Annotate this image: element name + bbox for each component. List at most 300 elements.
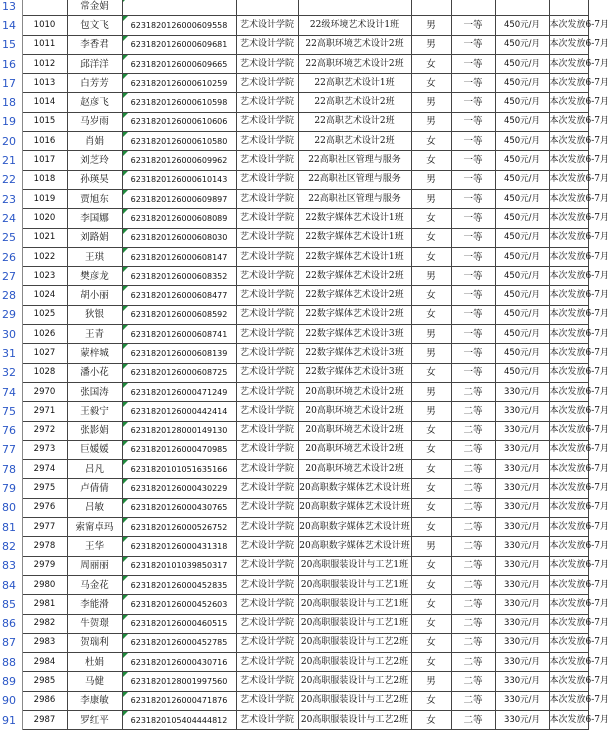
table-row[interactable] xyxy=(0,460,588,479)
bank-card-cell[interactable] xyxy=(122,0,236,16)
remark-cell[interactable]: 本次发放6-7月 xyxy=(549,209,588,228)
name-cell[interactable]: 马岁雨 xyxy=(67,112,122,131)
remark-cell[interactable]: 本次发放6-7月 xyxy=(549,54,588,73)
serial-number-cell[interactable]: 1022 xyxy=(22,247,67,266)
gender-cell[interactable]: 女 xyxy=(411,595,451,614)
bank-card-cell[interactable]: 6231820126000610143 xyxy=(122,170,236,189)
row-header[interactable]: 89 xyxy=(0,672,22,691)
gender-cell[interactable]: 女 xyxy=(411,556,451,575)
name-cell[interactable]: 索甯卓玛 xyxy=(67,518,122,537)
grade-level-cell[interactable]: 一等 xyxy=(451,54,495,73)
table-row[interactable] xyxy=(0,672,588,691)
remark-cell[interactable]: 本次发放6-7月 xyxy=(549,614,588,633)
row-header[interactable]: 32 xyxy=(0,363,22,382)
remark-cell[interactable]: 本次发放6-7月 xyxy=(549,691,588,710)
name-cell[interactable]: 潘小花 xyxy=(67,363,122,382)
serial-number-cell[interactable]: 1027 xyxy=(22,344,67,363)
serial-number-cell[interactable]: 2985 xyxy=(22,672,67,691)
table-row[interactable] xyxy=(0,305,588,324)
gender-cell[interactable]: 男 xyxy=(411,112,451,131)
gender-cell[interactable]: 女 xyxy=(411,151,451,170)
remark-cell[interactable]: 本次发放6-7月 xyxy=(549,325,588,344)
class-cell[interactable]: 22数字媒体艺术设计1班 xyxy=(298,209,411,228)
class-cell[interactable]: 20高职服装设计与工艺1班 xyxy=(298,575,411,594)
school-cell[interactable]: 艺术设计学院 xyxy=(236,170,298,189)
table-row[interactable] xyxy=(0,653,588,672)
name-cell[interactable]: 蒙梓城 xyxy=(67,344,122,363)
serial-number-cell[interactable]: 1018 xyxy=(22,170,67,189)
name-cell[interactable]: 周丽丽 xyxy=(67,556,122,575)
row-header[interactable]: 14 xyxy=(0,16,22,35)
bank-card-cell[interactable]: 6231820126000608741 xyxy=(122,325,236,344)
gender-cell[interactable]: 男 xyxy=(411,537,451,556)
gender-cell[interactable]: 男 xyxy=(411,170,451,189)
remark-cell[interactable]: 本次发放6-7月 xyxy=(549,575,588,594)
grade-level-cell[interactable]: 一等 xyxy=(451,209,495,228)
row-header[interactable]: 20 xyxy=(0,132,22,151)
grade-level-cell[interactable]: 二等 xyxy=(451,595,495,614)
class-cell[interactable]: 22高职环境艺术设计2班 xyxy=(298,54,411,73)
grade-level-cell[interactable]: 二等 xyxy=(451,672,495,691)
name-cell[interactable]: 牛贺璟 xyxy=(67,614,122,633)
class-cell[interactable]: 22数字媒体艺术设计2班 xyxy=(298,305,411,324)
name-cell[interactable]: 张影娟 xyxy=(67,421,122,440)
name-cell[interactable]: 吕敏 xyxy=(67,498,122,517)
amount-cell[interactable]: 450元/月 xyxy=(495,286,549,305)
grade-level-cell[interactable]: 二等 xyxy=(451,575,495,594)
gender-cell[interactable]: 女 xyxy=(411,653,451,672)
amount-cell[interactable]: 450元/月 xyxy=(495,93,549,112)
bank-card-cell[interactable]: 6231820126000470985 xyxy=(122,440,236,459)
amount-cell[interactable]: 450元/月 xyxy=(495,267,549,286)
remark-cell[interactable]: 本次发放6-7月 xyxy=(549,112,588,131)
name-cell[interactable]: 樊彦龙 xyxy=(67,267,122,286)
amount-cell[interactable]: 450元/月 xyxy=(495,363,549,382)
serial-number-cell[interactable]: 2979 xyxy=(22,556,67,575)
class-cell[interactable]: 20高职环境艺术设计2班 xyxy=(298,402,411,421)
gender-cell[interactable]: 女 xyxy=(411,305,451,324)
class-cell[interactable]: 22数字媒体艺术设计2班 xyxy=(298,286,411,305)
grade-level-cell[interactable]: 一等 xyxy=(451,286,495,305)
grade-level-cell[interactable]: 二等 xyxy=(451,556,495,575)
bank-card-cell[interactable]: 6231820101039850317 xyxy=(122,556,236,575)
row-header[interactable]: 81 xyxy=(0,518,22,537)
school-cell[interactable]: 艺术设计学院 xyxy=(236,325,298,344)
serial-number-cell[interactable]: 2978 xyxy=(22,537,67,556)
grade-level-cell[interactable] xyxy=(451,0,495,16)
school-cell[interactable]: 艺术设计学院 xyxy=(236,363,298,382)
table-row[interactable] xyxy=(0,402,588,421)
table-row[interactable] xyxy=(0,421,588,440)
class-cell[interactable]: 22数字媒体艺术设计3班 xyxy=(298,325,411,344)
amount-cell[interactable]: 330元/月 xyxy=(495,498,549,517)
amount-cell[interactable]: 330元/月 xyxy=(495,633,549,652)
class-cell[interactable]: 22数字媒体艺术设计2班 xyxy=(298,267,411,286)
class-cell[interactable]: 20高职环境艺术设计2班 xyxy=(298,421,411,440)
school-cell[interactable]: 艺术设计学院 xyxy=(236,460,298,479)
grade-level-cell[interactable]: 二等 xyxy=(451,710,495,729)
row-header[interactable]: 75 xyxy=(0,402,22,421)
row-header[interactable]: 79 xyxy=(0,479,22,498)
serial-number-cell[interactable]: 1023 xyxy=(22,267,67,286)
name-cell[interactable]: 常金娟 xyxy=(67,0,122,16)
class-cell[interactable]: 20高职数字媒体艺术设计班 xyxy=(298,518,411,537)
class-cell[interactable]: 22数字媒体艺术设计3班 xyxy=(298,344,411,363)
class-cell[interactable]: 20高职服装设计与工艺2班 xyxy=(298,672,411,691)
class-cell[interactable]: 20高职服装设计与工艺1班 xyxy=(298,556,411,575)
serial-number-cell[interactable]: 2977 xyxy=(22,518,67,537)
remark-cell[interactable]: 本次发放6-7月 xyxy=(549,498,588,517)
amount-cell[interactable]: 330元/月 xyxy=(495,672,549,691)
name-cell[interactable]: 邱洋洋 xyxy=(67,54,122,73)
school-cell[interactable] xyxy=(236,0,298,16)
bank-card-cell[interactable]: 6231820126000442414 xyxy=(122,402,236,421)
grade-level-cell[interactable]: 二等 xyxy=(451,653,495,672)
table-row[interactable] xyxy=(0,35,588,54)
gender-cell[interactable]: 女 xyxy=(411,440,451,459)
remark-cell[interactable]: 本次发放6-7月 xyxy=(549,16,588,35)
amount-cell[interactable]: 450元/月 xyxy=(495,54,549,73)
name-cell[interactable]: 杜娟 xyxy=(67,653,122,672)
serial-number-cell[interactable]: 2986 xyxy=(22,691,67,710)
grade-level-cell[interactable]: 一等 xyxy=(451,112,495,131)
amount-cell[interactable]: 450元/月 xyxy=(495,189,549,208)
school-cell[interactable]: 艺术设计学院 xyxy=(236,35,298,54)
school-cell[interactable]: 艺术设计学院 xyxy=(236,189,298,208)
name-cell[interactable]: 白芳芳 xyxy=(67,74,122,93)
serial-number-cell[interactable] xyxy=(22,0,67,16)
serial-number-cell[interactable]: 1021 xyxy=(22,228,67,247)
school-cell[interactable]: 艺术设计学院 xyxy=(236,228,298,247)
school-cell[interactable]: 艺术设计学院 xyxy=(236,537,298,556)
bank-card-cell[interactable]: 6231820126000608592 xyxy=(122,305,236,324)
gender-cell[interactable]: 男 xyxy=(411,672,451,691)
school-cell[interactable]: 艺术设计学院 xyxy=(236,479,298,498)
table-row[interactable] xyxy=(0,74,588,93)
bank-card-cell[interactable]: 6231820126000452835 xyxy=(122,575,236,594)
grade-level-cell[interactable]: 一等 xyxy=(451,228,495,247)
amount-cell[interactable]: 450元/月 xyxy=(495,228,549,247)
amount-cell[interactable]: 450元/月 xyxy=(495,305,549,324)
amount-cell[interactable]: 330元/月 xyxy=(495,575,549,594)
grade-level-cell[interactable]: 一等 xyxy=(451,247,495,266)
remark-cell[interactable]: 本次发放6-7月 xyxy=(549,440,588,459)
serial-number-cell[interactable]: 2983 xyxy=(22,633,67,652)
amount-cell[interactable]: 330元/月 xyxy=(495,556,549,575)
amount-cell[interactable]: 450元/月 xyxy=(495,112,549,131)
name-cell[interactable]: 孙瑛昊 xyxy=(67,170,122,189)
row-header[interactable]: 24 xyxy=(0,209,22,228)
table-row[interactable] xyxy=(0,228,588,247)
row-header[interactable]: 87 xyxy=(0,633,22,652)
name-cell[interactable]: 刘路娟 xyxy=(67,228,122,247)
amount-cell[interactable]: 330元/月 xyxy=(495,653,549,672)
school-cell[interactable]: 艺术设计学院 xyxy=(236,653,298,672)
amount-cell[interactable]: 330元/月 xyxy=(495,479,549,498)
bank-card-cell[interactable]: 6231820126000610598 xyxy=(122,93,236,112)
table-row[interactable] xyxy=(0,363,588,382)
school-cell[interactable]: 艺术设计学院 xyxy=(236,93,298,112)
serial-number-cell[interactable]: 1010 xyxy=(22,16,67,35)
amount-cell[interactable]: 450元/月 xyxy=(495,132,549,151)
bank-card-cell[interactable]: 6231820126000608147 xyxy=(122,247,236,266)
name-cell[interactable]: 马健 xyxy=(67,672,122,691)
serial-number-cell[interactable]: 1025 xyxy=(22,305,67,324)
bank-card-cell[interactable]: 6231820126000608725 xyxy=(122,363,236,382)
gender-cell[interactable]: 男 xyxy=(411,325,451,344)
grade-level-cell[interactable]: 一等 xyxy=(451,16,495,35)
bank-card-cell[interactable]: 6231820126000609558 xyxy=(122,16,236,35)
table-row[interactable] xyxy=(0,691,588,710)
name-cell[interactable]: 巨媛媛 xyxy=(67,440,122,459)
class-cell[interactable]: 22高职艺术设计2班 xyxy=(298,132,411,151)
row-header[interactable]: 25 xyxy=(0,228,22,247)
table-row[interactable] xyxy=(0,286,588,305)
amount-cell[interactable]: 330元/月 xyxy=(495,614,549,633)
row-header[interactable]: 74 xyxy=(0,382,22,401)
gender-cell[interactable]: 女 xyxy=(411,132,451,151)
amount-cell[interactable]: 450元/月 xyxy=(495,170,549,189)
grade-level-cell[interactable]: 二等 xyxy=(451,537,495,556)
row-header[interactable]: 78 xyxy=(0,460,22,479)
amount-cell[interactable]: 330元/月 xyxy=(495,382,549,401)
class-cell[interactable] xyxy=(298,0,411,16)
amount-cell[interactable]: 450元/月 xyxy=(495,209,549,228)
table-row[interactable] xyxy=(0,132,588,151)
gender-cell[interactable]: 女 xyxy=(411,460,451,479)
gender-cell[interactable]: 女 xyxy=(411,633,451,652)
amount-cell[interactable]: 330元/月 xyxy=(495,421,549,440)
gender-cell[interactable]: 女 xyxy=(411,54,451,73)
gender-cell[interactable]: 女 xyxy=(411,518,451,537)
grade-level-cell[interactable]: 一等 xyxy=(451,35,495,54)
grade-level-cell[interactable]: 一等 xyxy=(451,344,495,363)
school-cell[interactable]: 艺术设计学院 xyxy=(236,16,298,35)
class-cell[interactable]: 22高职社区管理与服务 xyxy=(298,189,411,208)
serial-number-cell[interactable]: 2981 xyxy=(22,595,67,614)
table-row[interactable] xyxy=(0,633,588,652)
remark-cell[interactable]: 本次发放6-7月 xyxy=(549,363,588,382)
gender-cell[interactable]: 女 xyxy=(411,247,451,266)
table-row[interactable] xyxy=(0,614,588,633)
name-cell[interactable]: 王琪 xyxy=(67,247,122,266)
class-cell[interactable]: 22数字媒体艺术设计1班 xyxy=(298,247,411,266)
grade-level-cell[interactable]: 二等 xyxy=(451,498,495,517)
serial-number-cell[interactable]: 1028 xyxy=(22,363,67,382)
school-cell[interactable]: 艺术设计学院 xyxy=(236,614,298,633)
row-header[interactable]: 86 xyxy=(0,614,22,633)
class-cell[interactable]: 20高职数字媒体艺术设计班 xyxy=(298,479,411,498)
grade-level-cell[interactable]: 二等 xyxy=(451,402,495,421)
bank-card-cell[interactable]: 6231820126000430765 xyxy=(122,498,236,517)
bank-card-cell[interactable]: 6231820101051635166 xyxy=(122,460,236,479)
row-header[interactable]: 23 xyxy=(0,189,22,208)
bank-card-cell[interactable]: 6231820126000526752 xyxy=(122,518,236,537)
name-cell[interactable]: 狄银 xyxy=(67,305,122,324)
bank-card-cell[interactable]: 6231820126000608352 xyxy=(122,267,236,286)
gender-cell[interactable]: 男 xyxy=(411,402,451,421)
class-cell[interactable]: 20高职服装设计与工艺1班 xyxy=(298,595,411,614)
gender-cell[interactable]: 男 xyxy=(411,189,451,208)
table-row[interactable] xyxy=(0,344,588,363)
grade-level-cell[interactable]: 一等 xyxy=(451,363,495,382)
amount-cell[interactable]: 330元/月 xyxy=(495,595,549,614)
name-cell[interactable]: 马金花 xyxy=(67,575,122,594)
row-header[interactable]: 13 xyxy=(0,0,22,16)
row-header[interactable]: 17 xyxy=(0,74,22,93)
school-cell[interactable]: 艺术设计学院 xyxy=(236,498,298,517)
amount-cell[interactable]: 450元/月 xyxy=(495,325,549,344)
class-cell[interactable]: 22数字媒体艺术设计3班 xyxy=(298,363,411,382)
class-cell[interactable]: 20高职服装设计与工艺2班 xyxy=(298,691,411,710)
amount-cell[interactable]: 450元/月 xyxy=(495,74,549,93)
row-header[interactable]: 30 xyxy=(0,325,22,344)
table-row[interactable] xyxy=(0,595,588,614)
school-cell[interactable]: 艺术设计学院 xyxy=(236,54,298,73)
table-row[interactable] xyxy=(0,498,588,517)
grade-level-cell[interactable]: 一等 xyxy=(451,305,495,324)
gender-cell[interactable]: 女 xyxy=(411,286,451,305)
bank-card-cell[interactable]: 6231820126000609665 xyxy=(122,54,236,73)
row-header[interactable]: 82 xyxy=(0,537,22,556)
remark-cell[interactable]: 本次发放6-7月 xyxy=(549,267,588,286)
class-cell[interactable]: 20高职数字媒体艺术设计班 xyxy=(298,498,411,517)
table-row[interactable] xyxy=(0,267,588,286)
serial-number-cell[interactable]: 1012 xyxy=(22,54,67,73)
serial-number-cell[interactable]: 1017 xyxy=(22,151,67,170)
gender-cell[interactable]: 男 xyxy=(411,35,451,54)
name-cell[interactable]: 王毅宁 xyxy=(67,402,122,421)
gender-cell[interactable]: 男 xyxy=(411,267,451,286)
serial-number-cell[interactable]: 1019 xyxy=(22,189,67,208)
bank-card-cell[interactable]: 6231820126000471876 xyxy=(122,691,236,710)
row-header[interactable]: 21 xyxy=(0,151,22,170)
row-header[interactable]: 27 xyxy=(0,267,22,286)
serial-number-cell[interactable]: 2976 xyxy=(22,498,67,517)
gender-cell[interactable]: 女 xyxy=(411,498,451,517)
name-cell[interactable]: 胡小丽 xyxy=(67,286,122,305)
gender-cell[interactable]: 男 xyxy=(411,93,451,112)
amount-cell[interactable]: 330元/月 xyxy=(495,710,549,729)
row-header[interactable]: 83 xyxy=(0,556,22,575)
remark-cell[interactable]: 本次发放6-7月 xyxy=(549,132,588,151)
class-cell[interactable]: 22级环境艺术设计1班 xyxy=(298,16,411,35)
grade-level-cell[interactable]: 二等 xyxy=(451,691,495,710)
remark-cell[interactable]: 本次发放6-7月 xyxy=(549,672,588,691)
class-cell[interactable]: 22高职艺术设计2班 xyxy=(298,93,411,112)
amount-cell[interactable] xyxy=(495,0,549,16)
bank-card-cell[interactable]: 6231820126000610606 xyxy=(122,112,236,131)
remark-cell[interactable]: 本次发放6-7月 xyxy=(549,421,588,440)
amount-cell[interactable]: 450元/月 xyxy=(495,35,549,54)
bank-card-cell[interactable]: 6231820126000452785 xyxy=(122,633,236,652)
school-cell[interactable]: 艺术设计学院 xyxy=(236,595,298,614)
table-row[interactable] xyxy=(0,93,588,112)
school-cell[interactable]: 艺术设计学院 xyxy=(236,209,298,228)
bank-card-cell[interactable]: 6231820128000149130 xyxy=(122,421,236,440)
row-header[interactable]: 16 xyxy=(0,54,22,73)
row-header[interactable]: 91 xyxy=(0,710,22,729)
remark-cell[interactable]: 本次发放6-7月 xyxy=(549,228,588,247)
name-cell[interactable]: 吕凡 xyxy=(67,460,122,479)
row-header[interactable]: 19 xyxy=(0,112,22,131)
grade-level-cell[interactable]: 二等 xyxy=(451,382,495,401)
class-cell[interactable]: 20高职服装设计与工艺2班 xyxy=(298,710,411,729)
row-header[interactable]: 84 xyxy=(0,575,22,594)
row-header[interactable]: 29 xyxy=(0,305,22,324)
remark-cell[interactable]: 本次发放6-7月 xyxy=(549,35,588,54)
serial-number-cell[interactable]: 2970 xyxy=(22,382,67,401)
grade-level-cell[interactable]: 二等 xyxy=(451,518,495,537)
serial-number-cell[interactable]: 2980 xyxy=(22,575,67,594)
gender-cell[interactable]: 女 xyxy=(411,74,451,93)
grade-level-cell[interactable]: 一等 xyxy=(451,151,495,170)
gender-cell[interactable]: 女 xyxy=(411,209,451,228)
serial-number-cell[interactable]: 1016 xyxy=(22,132,67,151)
grade-level-cell[interactable]: 一等 xyxy=(451,189,495,208)
remark-cell[interactable]: 本次发放6-7月 xyxy=(549,556,588,575)
name-cell[interactable]: 李能滑 xyxy=(67,595,122,614)
class-cell[interactable]: 20高职服装设计与工艺2班 xyxy=(298,633,411,652)
grade-level-cell[interactable]: 二等 xyxy=(451,614,495,633)
gender-cell[interactable]: 女 xyxy=(411,479,451,498)
remark-cell[interactable]: 本次发放6-7月 xyxy=(549,189,588,208)
gender-cell[interactable]: 男 xyxy=(411,344,451,363)
serial-number-cell[interactable]: 2973 xyxy=(22,440,67,459)
class-cell[interactable]: 20高职服装设计与工艺1班 xyxy=(298,614,411,633)
serial-number-cell[interactable]: 1026 xyxy=(22,325,67,344)
bank-card-cell[interactable]: 6231820126000609681 xyxy=(122,35,236,54)
school-cell[interactable]: 艺术设计学院 xyxy=(236,247,298,266)
amount-cell[interactable]: 330元/月 xyxy=(495,402,549,421)
name-cell[interactable]: 罗红平 xyxy=(67,710,122,729)
gender-cell[interactable]: 女 xyxy=(411,691,451,710)
class-cell[interactable]: 22数字媒体艺术设计1班 xyxy=(298,228,411,247)
remark-cell[interactable] xyxy=(549,0,588,16)
name-cell[interactable]: 李康敏 xyxy=(67,691,122,710)
bank-card-cell[interactable]: 6231820126000609962 xyxy=(122,151,236,170)
serial-number-cell[interactable]: 2975 xyxy=(22,479,67,498)
row-header[interactable]: 77 xyxy=(0,440,22,459)
class-cell[interactable]: 22高职艺术设计1班 xyxy=(298,74,411,93)
table-row[interactable] xyxy=(0,247,588,266)
amount-cell[interactable]: 450元/月 xyxy=(495,16,549,35)
table-row[interactable] xyxy=(0,382,588,401)
remark-cell[interactable]: 本次发放6-7月 xyxy=(549,518,588,537)
gender-cell[interactable]: 女 xyxy=(411,710,451,729)
class-cell[interactable]: 22高职社区管理与服务 xyxy=(298,151,411,170)
gender-cell[interactable]: 女 xyxy=(411,421,451,440)
table-row[interactable] xyxy=(0,16,588,35)
bank-card-cell[interactable]: 6231820126000610580 xyxy=(122,132,236,151)
amount-cell[interactable]: 450元/月 xyxy=(495,151,549,170)
school-cell[interactable]: 艺术设计学院 xyxy=(236,556,298,575)
grade-level-cell[interactable]: 一等 xyxy=(451,325,495,344)
school-cell[interactable]: 艺术设计学院 xyxy=(236,305,298,324)
name-cell[interactable]: 王华 xyxy=(67,537,122,556)
name-cell[interactable]: 贺瑞利 xyxy=(67,633,122,652)
grade-level-cell[interactable]: 一等 xyxy=(451,74,495,93)
bank-card-cell[interactable]: 6231820126000608477 xyxy=(122,286,236,305)
remark-cell[interactable]: 本次发放6-7月 xyxy=(549,633,588,652)
bank-card-cell[interactable]: 6231820105404444812 xyxy=(122,710,236,729)
bank-card-cell[interactable]: 6231820126000460515 xyxy=(122,614,236,633)
school-cell[interactable]: 艺术设计学院 xyxy=(236,691,298,710)
remark-cell[interactable]: 本次发放6-7月 xyxy=(549,247,588,266)
name-cell[interactable]: 赵彦飞 xyxy=(67,93,122,112)
remark-cell[interactable]: 本次发放6-7月 xyxy=(549,460,588,479)
grade-level-cell[interactable]: 二等 xyxy=(451,479,495,498)
